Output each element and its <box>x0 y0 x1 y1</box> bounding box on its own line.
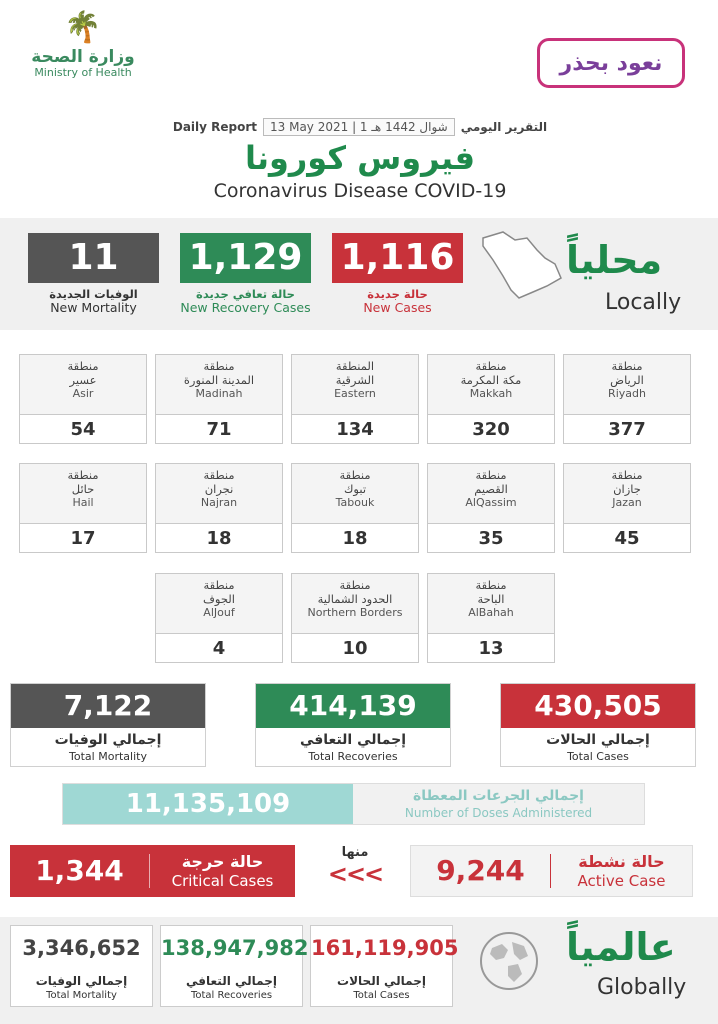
global-recoveries-value: 138,947,982 <box>161 936 309 960</box>
ministry-name-en: Ministry of Health <box>34 66 132 79</box>
active-cases-value: 9,244 <box>411 854 551 888</box>
region-count: 54 <box>70 419 96 440</box>
daily-report-line <box>150 118 570 136</box>
total-recoveries-card <box>255 683 451 767</box>
region-name-ar: الجوف <box>203 592 235 606</box>
active-cases-label-ar: حالة نشطة <box>578 852 665 871</box>
total-recoveries-label-en: Total Recoveries <box>308 750 398 763</box>
global-cases-card <box>310 925 459 1007</box>
active-cases-card <box>410 845 693 897</box>
region-count: 17 <box>70 528 96 549</box>
region-card-madinah <box>155 354 283 444</box>
new-mortality-stat <box>28 233 159 315</box>
region-name-en: Najran <box>200 496 238 509</box>
region-name-ar: حائل <box>71 482 95 496</box>
new-mortality-label-en: New Mortality <box>50 300 137 315</box>
region-count: 13 <box>478 638 504 659</box>
doses-value: 11,135,109 <box>63 784 353 824</box>
total-recoveries-value: 414,139 <box>256 684 450 728</box>
doses-label-en: Number of Doses Administered <box>404 806 593 820</box>
region-name-en: Riyadh <box>608 387 646 400</box>
region-count: 71 <box>206 419 232 440</box>
of-which-indicator <box>320 845 390 888</box>
region-prefix: منطقة <box>203 468 235 482</box>
of-which-label: منها <box>341 845 369 860</box>
region-name-ar: القصيم <box>474 482 508 496</box>
region-count: 45 <box>614 528 640 549</box>
region-name-en: Jazan <box>612 496 642 509</box>
region-name-en: AlJouf <box>203 606 235 619</box>
region-name-en: Tabouk <box>335 496 375 509</box>
saudi-map-icon <box>475 228 565 303</box>
locally-label-en: Locally <box>605 290 682 315</box>
new-recovery-stat <box>180 233 311 315</box>
region-name-ar: عسير <box>69 373 97 387</box>
total-cases-card <box>500 683 696 767</box>
global-recoveries-card <box>160 925 309 1007</box>
page-title-en: Coronavirus Disease COVID-19 <box>213 180 507 202</box>
global-mortality-value: 3,346,652 <box>22 936 141 960</box>
region-name-ar: الباحة <box>477 592 505 606</box>
region-card-alqassim <box>427 463 555 553</box>
region-name-ar: نجران <box>204 482 234 496</box>
total-recoveries-label-ar: إجمالي التعافي <box>299 732 407 748</box>
globe-icon <box>478 930 540 992</box>
region-card-albahah <box>427 573 555 663</box>
region-card-riyadh <box>563 354 691 444</box>
region-prefix: منطقة <box>203 359 235 373</box>
global-mortality-label-ar: إجمالي الوفيات <box>35 974 128 988</box>
region-prefix: منطقة <box>67 468 99 482</box>
new-recovery-value: 1,129 <box>180 233 311 283</box>
region-prefix: منطقة <box>475 468 507 482</box>
total-cases-label-ar: إجمالي الحالات <box>546 732 650 748</box>
report-date: 13 May 2021 | 1 شوال 1442 هـ <box>263 118 455 136</box>
region-count: 377 <box>608 419 646 440</box>
doses-administered-bar <box>62 783 645 825</box>
region-prefix: منطقة <box>339 578 371 592</box>
critical-cases-value: 1,344 <box>10 854 150 888</box>
region-count: 134 <box>336 419 374 440</box>
new-recovery-label-ar: حالة تعافي جديدة <box>196 287 295 301</box>
region-prefix: منطقة <box>611 468 643 482</box>
region-name-ar: الشرقية <box>335 373 375 387</box>
region-count: 320 <box>472 419 510 440</box>
region-prefix: منطقة <box>203 578 235 592</box>
region-name-en: Northern Borders <box>307 606 403 619</box>
region-prefix: المنطقة <box>335 359 375 373</box>
return-cautiously-badge: نعود بحذر <box>537 38 685 88</box>
region-card-makkah <box>427 354 555 444</box>
region-card-tabouk <box>291 463 419 553</box>
region-card-eastern <box>291 354 419 444</box>
region-name-en: Hail <box>72 496 94 509</box>
total-mortality-value: 7,122 <box>11 684 205 728</box>
region-card-jazan <box>563 463 691 553</box>
region-name-en: AlBahah <box>468 606 514 619</box>
new-cases-value: 1,116 <box>332 233 463 283</box>
total-mortality-card <box>10 683 206 767</box>
region-count: 35 <box>478 528 504 549</box>
new-mortality-label-ar: الوفيات الجديدة <box>49 287 138 301</box>
new-mortality-value: 11 <box>28 233 159 283</box>
ministry-name-ar: وزارة الصحة <box>31 47 135 67</box>
region-prefix: منطقة <box>67 359 99 373</box>
region-prefix: منطقة <box>475 359 507 373</box>
total-cases-value: 430,505 <box>501 684 695 728</box>
region-name-en: Madinah <box>195 387 243 400</box>
new-cases-stat <box>332 233 463 315</box>
total-cases-label-en: Total Cases <box>567 750 629 763</box>
region-name-ar: المدينة المنورة <box>183 373 255 387</box>
global-cases-label-ar: إجمالي الحالات <box>337 974 426 988</box>
global-mortality-label-en: Total Mortality <box>46 990 117 1001</box>
region-name-en: Eastern <box>334 387 376 400</box>
region-name-en: Asir <box>72 387 94 400</box>
region-card-najran <box>155 463 283 553</box>
region-count: 4 <box>212 638 226 659</box>
left-chevrons-icon: <<< <box>327 860 383 888</box>
global-mortality-card <box>10 925 153 1007</box>
report-label-ar: التقرير اليومي <box>460 120 548 134</box>
locally-label-ar: محلياً <box>566 238 663 282</box>
region-prefix: منطقة <box>611 359 643 373</box>
page-title-ar: فيروس كورونا <box>244 139 476 177</box>
region-prefix: منطقة <box>339 468 371 482</box>
region-count: 10 <box>342 638 368 659</box>
region-count: 18 <box>342 528 368 549</box>
total-mortality-label-en: Total Mortality <box>69 750 147 763</box>
doses-label-ar: إجمالي الجرعات المعطاة <box>413 788 584 804</box>
region-card-hail <box>19 463 147 553</box>
region-prefix: منطقة <box>475 578 507 592</box>
new-cases-label-ar: حالة جديدة <box>367 287 428 301</box>
region-name-ar: جازان <box>613 482 641 496</box>
region-name-ar: تبوك <box>343 482 367 496</box>
region-name-ar: الرياض <box>610 373 644 387</box>
region-card-northern-borders <box>291 573 419 663</box>
global-cases-label-en: Total Cases <box>353 990 410 1001</box>
palm-swords-emblem-icon: 🌴 <box>64 10 102 45</box>
globally-label-ar: عالمياً <box>566 925 676 969</box>
new-recovery-label-en: New Recovery Cases <box>180 300 311 315</box>
active-cases-label-en: Active Case <box>577 872 666 890</box>
region-card-aljouf <box>155 573 283 663</box>
region-name-en: AlQassim <box>465 496 517 509</box>
critical-cases-card <box>10 845 295 897</box>
critical-cases-label-en: Critical Cases <box>171 872 274 890</box>
global-recoveries-label-en: Total Recoveries <box>190 990 273 1001</box>
ministry-logo <box>18 8 148 80</box>
global-cases-value: 161,119,905 <box>311 936 459 960</box>
global-recoveries-label-ar: إجمالي التعافي <box>186 974 277 988</box>
region-name-ar: الحدود الشمالية <box>317 592 393 606</box>
report-label-en: Daily Report <box>172 120 258 134</box>
region-count: 18 <box>206 528 232 549</box>
critical-cases-label-ar: حالة حرجة <box>181 852 264 871</box>
total-mortality-label-ar: إجمالي الوفيات <box>54 732 162 748</box>
region-name-ar: مكة المكرمة <box>460 373 522 387</box>
region-card-asir <box>19 354 147 444</box>
new-cases-label-en: New Cases <box>363 300 432 315</box>
region-name-en: Makkah <box>469 387 513 400</box>
globally-label-en: Globally <box>597 975 687 1000</box>
